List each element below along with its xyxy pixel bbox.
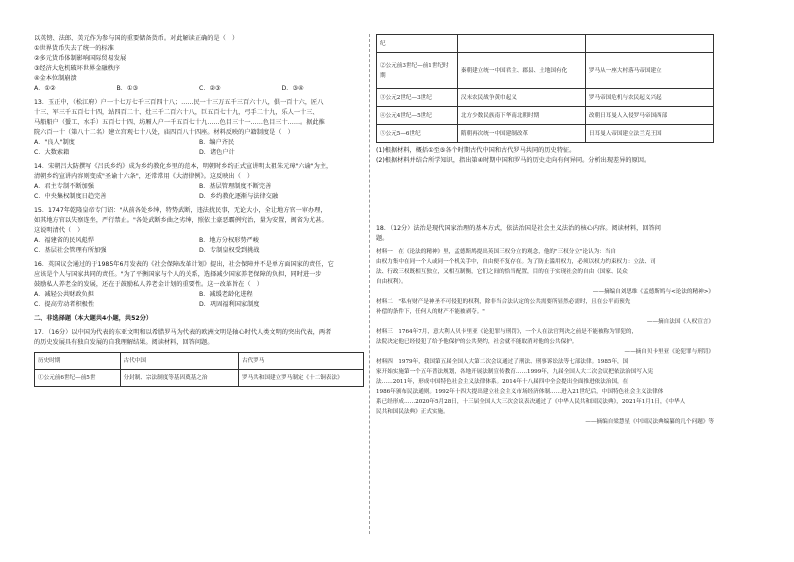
material-2-source: ——摘自法国《人权宣言》	[646, 319, 714, 325]
table-cell	[457, 35, 585, 53]
material-2-line-2: 补偿的条件下，任何人的财产不能被剥夺。"	[376, 309, 485, 315]
q15-option-a: A．福建省的民风彪悍	[34, 237, 94, 244]
material-4-line-2: 家开始实施第一个五年普法规划，各地开展法制宣传教育……1999年，九届全国人大二次会议把依法治国写入宪	[376, 369, 654, 375]
table-row	[377, 53, 714, 89]
q14-options-cd	[34, 192, 364, 202]
column-divider	[369, 34, 370, 534]
q13-option-b: B．编户齐民	[199, 139, 235, 146]
q16-line-1: 16．英国议会通过的于1985年6月发表的《社会保障改革计划》提出，社会保障并不是单方面国家的责任，它	[34, 261, 334, 268]
table-row	[377, 89, 714, 107]
comparison-table-part-1	[34, 352, 364, 387]
q12-item-3: ③经济大危机破坏世界金融秩序	[34, 65, 120, 72]
q16-option-a: A．减轻公共财政负担	[34, 291, 94, 298]
table-row	[377, 35, 714, 53]
material-1-source: ——摘编自刘思维《孟德斯鸠与<论法的精神>》	[592, 289, 714, 295]
material-1-line-4: 自由权利）。	[376, 279, 407, 285]
q14-option-c: C．中央集权制度日趋完善	[34, 193, 107, 200]
q14-option-b: B．基层管理制度不断完善	[199, 183, 272, 190]
q16-options-ab	[34, 290, 364, 300]
q15-option-b: B．地方分权形势严峻	[199, 237, 259, 244]
material-1-line-2: 由权力集中在同一个人或同一个机关手中，自由便不复存在。为了防止滥用权力，必须以权力约束权力：立法、司	[376, 259, 656, 265]
q16-line-2: 应该是个人与国家共同的责任。"为了平衡国家与个人的关系，选择减少国家养老保障的负担，同时进一步	[34, 271, 322, 278]
table-cell: 分封制、宗法制度等基因奠基之治	[120, 370, 238, 387]
q16-option-d: D．巩固福利国家制度	[199, 301, 260, 308]
table-cell: 罗马帝国危机与农民起义兴起	[585, 89, 713, 107]
q15-options-cd	[34, 246, 364, 256]
table-cell: 秦朝建立统一中国君主、郡县、土地国有化	[457, 53, 585, 89]
q13-option-d: D．诸色户计	[199, 149, 235, 156]
q13-options-cd	[34, 148, 364, 158]
table-cell	[585, 35, 713, 53]
table-cell: ④公元4世纪—5世纪	[377, 107, 458, 125]
q12-item-4: ④金本位制崩溃	[34, 75, 77, 82]
table-cell: 罗马共和国建立罗马制定《十二铜表法》	[238, 370, 363, 387]
material-2-line-1: 材料二 "私有财产是神圣不可侵犯的权利，除非当合法认定的公共需要所显然必需时，且在公平而预先	[376, 299, 631, 305]
q13-line-1: 13．玉正中，（松江府）户一十七万七千三百四十八；……民一十三万五千三百六十八，俱一百十六，匠八	[34, 99, 324, 106]
table-row	[35, 370, 364, 387]
table-cell: 罗马从一座大村落马帝国建立	[585, 53, 713, 89]
material-1-line-1: 材料一 在《论法的精神》里，孟德斯鸠提出英国三权分立的观念，他的"三权分立"论认为：当自	[376, 249, 617, 255]
material-4-line-1: 材料四 1979年，我国第五届全国人大第二次会议通过了刑法、刑事诉讼法等七部法律。1985年，国	[376, 359, 629, 365]
q17-line-2: 的历史发展具有独自发展的自我理解结果。阅读材料，回答问题。	[34, 339, 214, 346]
q13-option-a: A．"良人"制度	[34, 139, 75, 146]
q16-option-c: C．提高劳动者积极性	[34, 301, 95, 308]
table-cell: ②公元前3世纪—前1世纪时期	[377, 53, 458, 89]
q15-line-1: 15．1747年乾隆皇帝专门诏："从前各处乡绅，特势武断，违法扰民事，无论大小，全让地方官一审办理，	[34, 207, 327, 214]
q15-options-ab	[34, 236, 364, 246]
table-row	[377, 107, 714, 125]
q12-option-b: B．①③	[116, 85, 139, 92]
table-cell: 纪	[377, 35, 458, 53]
q17-subquestion-2: (2)根据材料并结合所学知识，指出第④时期中国和罗马的历史走向有何异同。分析出现差异的原因。	[376, 157, 651, 164]
q16-options-cd	[34, 300, 364, 310]
q14-line-2: 清朝乡约宣讲内容则变成"圣谕十六条"，还常常用《大清律例》。这反映出（ ）	[34, 173, 254, 180]
q15-option-c: C．基层社会管理有所加强	[34, 247, 107, 254]
q15-line-2: 如其地方官以失察连坐，严行禁止。"各处武断乡曲之劣绅，照依土豪恶霸例究治，量为安置，闽省为尤甚。	[34, 217, 328, 224]
q16-line-3: 鼓励私人养老金的发展，还在于鼓励私人养老金计划的重要性。这一改革旨在（ ）	[34, 281, 263, 288]
table-cell: 北方少数民族南下华南北朝时期	[457, 107, 585, 125]
q13-line-4: 院六百一十（第八十二名）建立宫观七十八处，庙四百八十四座。材料反映的户籍制度是（ ）	[34, 129, 294, 136]
material-4-source: ——摘编自梁慧星《中国民法典编纂的几个问题》等	[585, 419, 714, 425]
table-header-period: 历史时期	[35, 353, 121, 370]
q12-option-d: D．③④	[281, 85, 304, 92]
material-4-line-5: 系已经形成……2020年5月28日，十三届全国人大三次会议表决通过了《中华人民共和国民法典》，2021年1月1日，《中华人	[376, 399, 686, 405]
right-column	[376, 34, 714, 427]
material-4-line-4: 1986年颁布民法通则。1992年十四大提出建立社会主义市场经济体制……进入21世纪后，中国特色社会主义法律体	[376, 389, 664, 395]
q12-tail: 以英镑、法郎、美元作为参与国的重要储备货币。对此解读正确的是（ ）	[34, 35, 239, 42]
material-4-line-3: 法……2011年，形成中国特色社会主义法律体系。2014年十八届四中全会提出全面推进依法治国，在	[376, 379, 629, 385]
q14-option-a: A．君主专制不断加强	[34, 183, 94, 190]
q12-option-c: C．②③	[199, 85, 221, 92]
table-row	[377, 125, 714, 143]
q17-line-1: 17．（16分）以中国为代表的东亚文明和以希腊罗马为代表的欧洲文明是轴心时代人类文明的突出代表，两者	[34, 329, 332, 336]
q16-option-b: B．减缓老龄化进程	[199, 291, 253, 298]
material-4-line-6: 民共和国民法典》正式实施。	[376, 409, 449, 415]
q18-line-2: 题。	[376, 235, 389, 242]
material-1-line-3: 法、行政三权既相互独立，又相互制衡，它们之间的恰当配置，目的在于实现社会的自由（国家、民众	[376, 269, 628, 275]
q12-item-2: ②多元货币体制影响国际贸易发展	[34, 55, 127, 62]
q15-option-d: D．专制皇权受到挑战	[199, 247, 260, 254]
q13-line-2: 十三、军三千五百七十四，站四百二十、灶三千二百六十八，巨五百七十九，弓手二十九，乐人一十三、	[34, 109, 319, 116]
table-cell: 改朝日耳曼人入侵罗马帝国西部	[585, 107, 713, 125]
q18-materials	[376, 247, 714, 427]
table-cell: ③公元2世纪—3世纪	[377, 89, 458, 107]
material-3-source: ——摘自贝卡里亚《论犯罪与刑罚》	[624, 349, 714, 355]
material-3-line-2: 法院决定他已经侵犯了给予他保护的公共契约，社会就不能取消对他的公共保护。	[376, 339, 578, 345]
q12-option-a: A．①②	[34, 85, 56, 92]
table-header-row	[35, 353, 364, 370]
q14-line-1: 14．宋朝吕大防撰写《吕氏乡约》成为乡约教化乡里的范本，明朝时乡约正式宣讲明太祖朱元璋"六谕"为主，	[34, 163, 333, 170]
material-3-line-1: 材料三 1764年7月，意大利人贝卡里亚《论犯罪与刑罚》，一个人在法官判决之前是不能被称为罪犯的，	[376, 329, 638, 335]
table-cell: 日耳曼人帝国建立法兰克王国	[585, 125, 713, 143]
table-cell: ⑤公元5—6世纪	[377, 125, 458, 143]
q14-options-ab	[34, 182, 364, 192]
q13-option-c: C．大数索籍	[34, 149, 70, 156]
q15-line-3: 这说明清代（ ）	[34, 227, 84, 234]
q14-option-d: D．乡约教化逐渐与法律交融	[199, 193, 279, 200]
q13-options-ab	[34, 138, 364, 148]
table-cell: 隋朝再次统一中国建制改革	[457, 125, 585, 143]
table-header-rome: 古代罗马	[238, 353, 363, 370]
table-header-china: 古代中国	[120, 353, 238, 370]
q12-options	[34, 84, 364, 94]
table-cell: 汉末农民战争黄巾起义	[457, 89, 585, 107]
q17-subquestion-1: (1)根据材料，概括①至⑤各个时期古代中国和古代罗马共同的历史特征。	[376, 147, 576, 154]
q13-line-3: 马船船户（蜑工、水手）五百七十四、坊厢人户一千五百七十九……色目三十一……色目三十……。据此推	[34, 119, 325, 126]
left-column	[34, 34, 364, 387]
section-2-heading: 二、非选择题（本大题共4小题，共52分）	[34, 315, 153, 322]
comparison-table-part-2	[376, 34, 714, 143]
q12-item-1: ①世界货币失去了统一的标准	[34, 45, 114, 52]
table-cell: ①公元前6世纪—前5世	[35, 370, 121, 387]
q18-line-1: 18．（12分）法治是现代国家治理的基本方式，依法治国是社会主义法治的核心内容。阅读材料，回答问	[376, 225, 661, 232]
